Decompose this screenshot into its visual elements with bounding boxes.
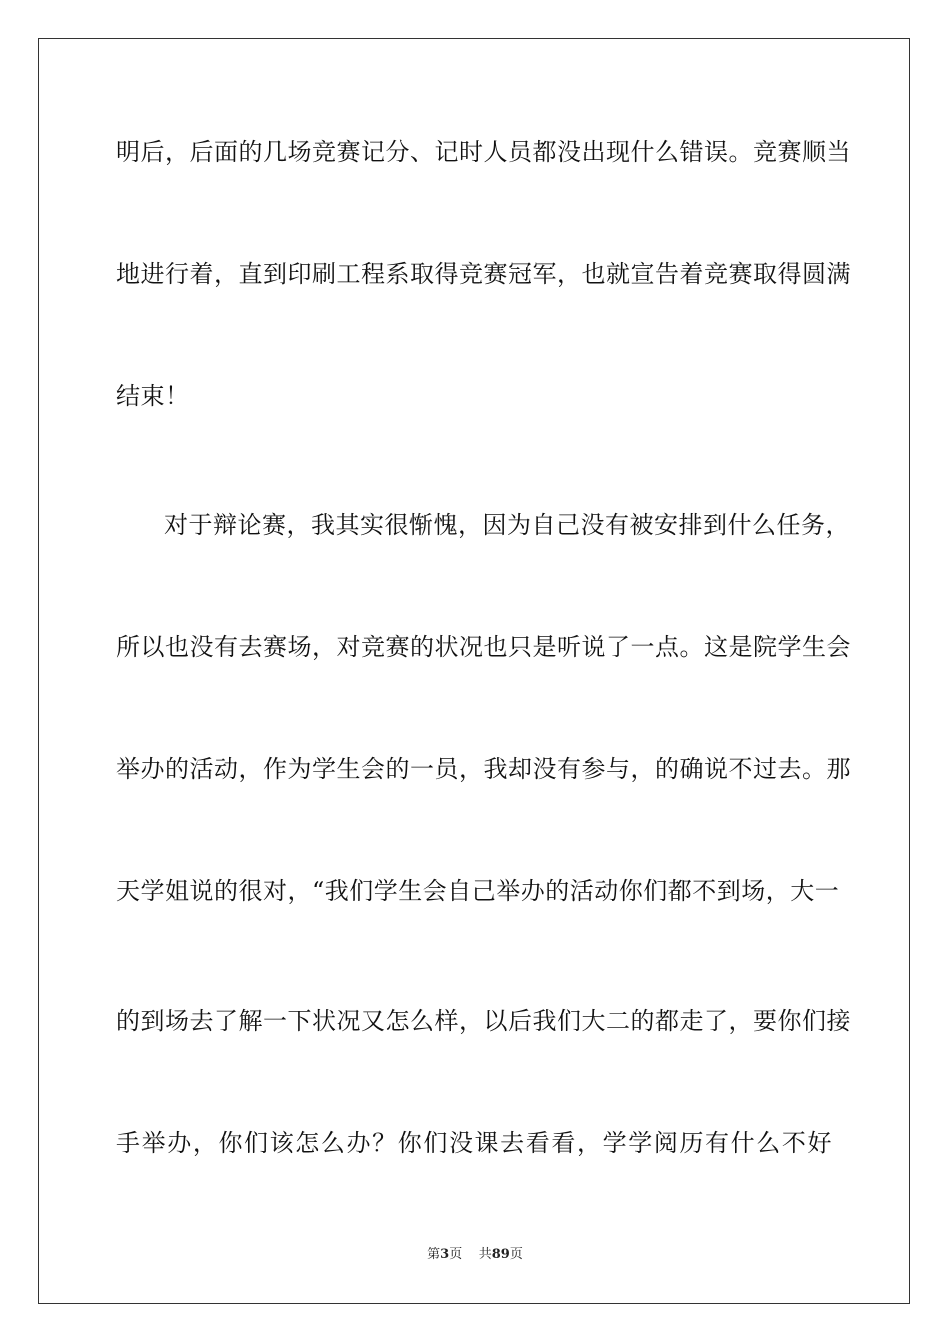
- paragraph-line-9: 手举办，你们该怎么办？你们没课去看看，学学阅历有什么不好: [116, 1129, 832, 1157]
- page-footer: [0, 1246, 950, 1264]
- footer-total-pages: 89: [491, 1247, 510, 1262]
- page-border: [38, 38, 910, 1304]
- paragraph-line-3: 结束！: [116, 382, 190, 410]
- paragraph-line-5: 所以也没有去赛场，对竞赛的状况也只是听说了一点。这是院学生会: [116, 633, 851, 661]
- footer-total-suffix: 页: [509, 1247, 523, 1262]
- paragraph-line-8: 的到场去了解一下状况又怎么样，以后我们大二的都走了，要你们接: [116, 1007, 851, 1035]
- footer-page-number: 3: [440, 1247, 450, 1262]
- paragraph-line-4: 对于辩论赛，我其实很惭愧，因为自己没有被安排到什么任务，: [164, 511, 850, 539]
- paragraph-line-2: 地进行着，直到印刷工程系取得竞赛冠军，也就宣告着竞赛取得圆满: [116, 260, 851, 288]
- footer-total-prefix: 共: [478, 1247, 492, 1262]
- paragraph-line-7: 天学姐说的很对，“我们学生会自己举办的活动你们都不到场，大一: [116, 877, 840, 905]
- footer-page-prefix: 第: [427, 1247, 441, 1262]
- paragraph-line-6: 举办的活动，作为学生会的一员，我却没有参与，的确说不过去。那: [116, 755, 851, 783]
- footer-page-suffix: 页: [449, 1247, 463, 1262]
- paragraph-line-1: 明后，后面的几场竞赛记分、记时人员都没出现什么错误。竞赛顺当: [116, 138, 851, 166]
